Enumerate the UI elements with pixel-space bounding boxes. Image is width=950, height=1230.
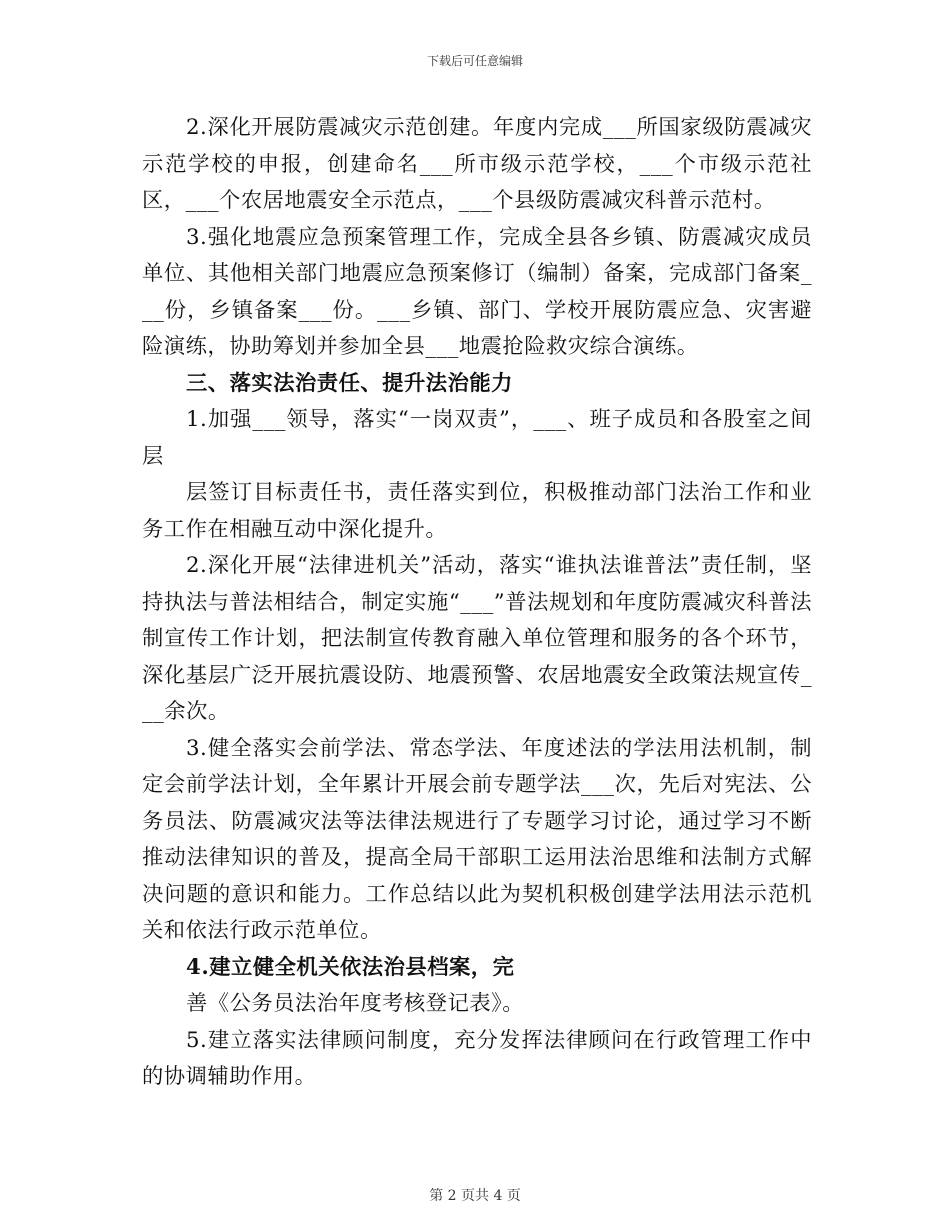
paragraph-archive-heading: 4.建立健全机关依法治县档案，完 <box>186 954 515 980</box>
paragraph-law-in-office: 2.深化开展“法律进机关”活动，落实“谁执法谁普法”责任制，坚持执法与普法相结合，制定实施“___”普法规划和年度防震减灾科普法制宣传工作计划，把法制宣传教育融入单位管理和服务的各个环节，深化基层广泛开展抗震设防、地震预警、农居地震安全政策法规宣传___余次。 <box>142 553 812 724</box>
page-header: 下载后可任意编辑 <box>426 54 523 68</box>
document-body <box>142 110 812 1096</box>
page-footer: 第 2 页共 4 页 <box>429 1188 521 1204</box>
paragraph-leadership: 1.加强___领导，落实“一岗双责”，___、班子成员和各股室之间层 <box>142 407 812 469</box>
paragraph-archive-form: 善《公务员法治年度考核登记表》。 <box>186 991 525 1016</box>
paragraph-responsibility: 层签订目标责任书，责任落实到位，积极推动部门法治工作和业务工作在相融互动中深化提升。 <box>142 480 812 542</box>
paragraph-emergency-plan: 3.强化地震应急预案管理工作，完成全县各乡镇、防震减灾成员单位、其他相关部门地震应急预案修订（编制）备案，完成部门备案___份，乡镇备案___份。___乡镇、部门、学校开展防震应急、灾害避险演练，协助筹划并参加全县___地震抢险救灾综合演练。 <box>142 224 812 359</box>
paragraph-law-study: 3.健全落实会前学法、常态学法、年度述法的学法用法机制，制定会前学法计划，全年累计开展会前专题学法___次，先后对宪法、公务员法、防震减灾法等法律法规进行了专题学习讨论，通过学习不断推动法律知识的普及，提高全局干部职工运用法治思维和法制方式解决问题的意识和能力。工作总结以此为契机积极创建学法用法示范机关和依法行政示范单位。 <box>142 735 812 943</box>
paragraph-demo-creation: 2.深化开展防震减灾示范创建。年度内完成___所国家级防震减灾示范学校的申报，创建命名___所市级示范学校，___个市级示范社区，___个农居地震安全示范点，___个县级防震减灾科普示范村。 <box>142 115 812 213</box>
section-heading-3: 三、落实法治责任、提升法治能力 <box>186 370 513 396</box>
paragraph-legal-advisor: 5.建立落实法律顾问制度，充分发挥法律顾问在行政管理工作中的协调辅助作用。 <box>142 1027 812 1089</box>
